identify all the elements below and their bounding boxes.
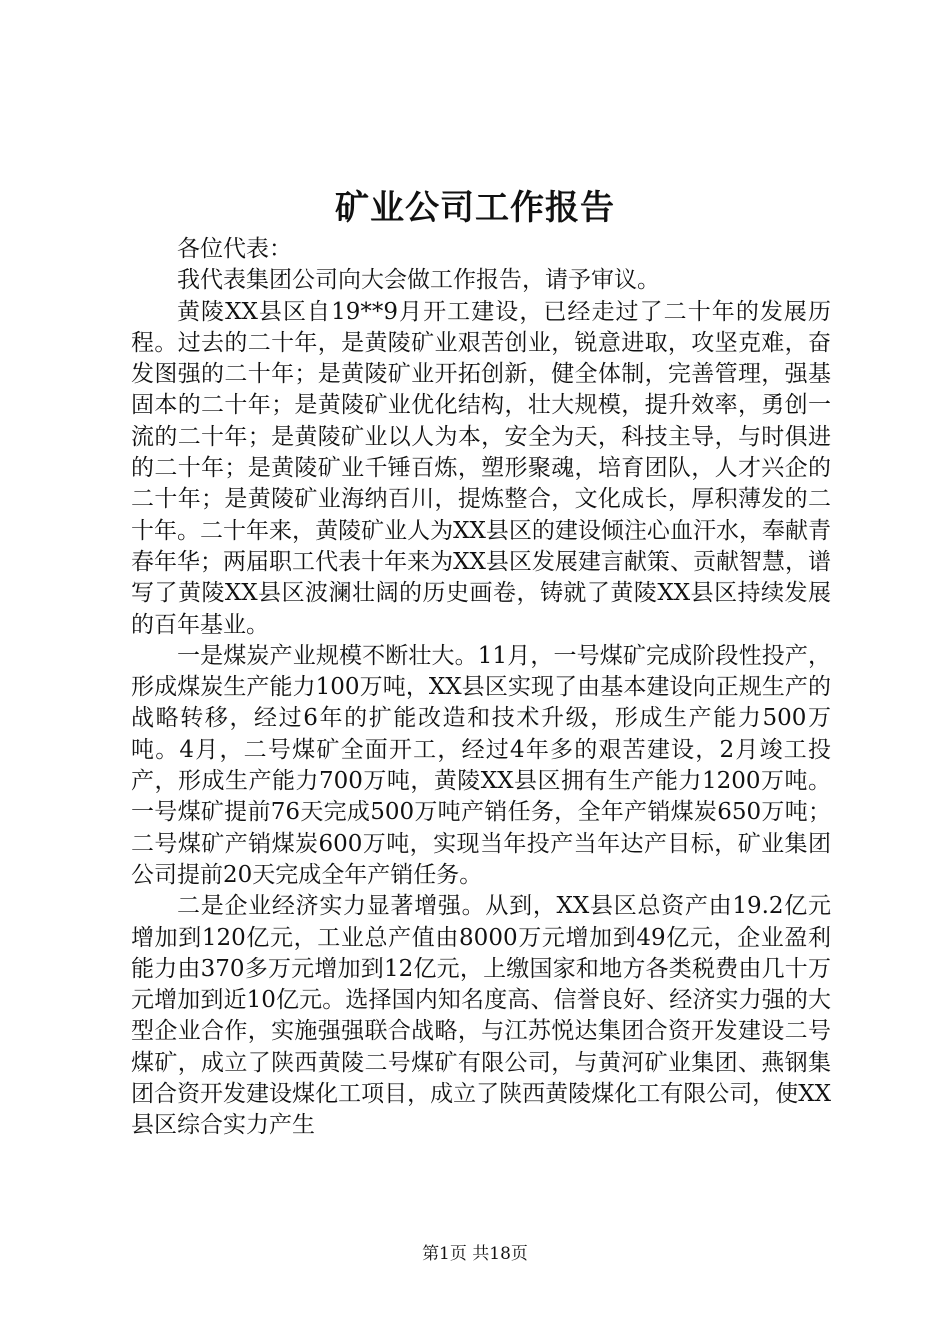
document-title: 矿业公司工作报告 [335,188,615,228]
paragraph-intro: 我代表集团公司向大会做工作报告，请予审议。 [177,267,660,294]
paragraph-economic-strength: 二是企业经济实力显著增强。从到，XX县区总资产由19.2亿元增加到120亿元，工业总产值由8000万元增加到49亿元，企业盈利能力由370多万元增加到12亿元，上缴国家和地方各类税费由几十万元增加到近10亿元。选择国内知名度高、信誉良好、经济实力强的大型企业合作，实施强强联合战略，与江苏悦达集团合资开发建设二号煤矿，成立了陕西黄陵二号煤矿有限公司，与黄河矿业集团、燕钢集团合资开发建设煤化工项目，成立了陕西黄陵煤化工有限公司，使XX县区综合实力产生 [131,893,831,1139]
paragraph-coal-industry: 一是煤炭产业规模不断壮大。11月，一号煤矿完成阶段性投产，形成煤炭生产能力100万吨，XX县区实现了由基本建设向正规生产的战略转移，经过6年的扩能改造和技术升级，形成生产能力500万吨。4月，二号煤矿全面开工，经过4年多的艰苦建设，2月竣工投产，形成生产能力700万吨，黄陵XX县区拥有生产能力1200万吨。一号煤矿提前76天完成500万吨产销任务，全年产销煤炭650万吨；二号煤矿产销煤炭600万吨，实现当年投产当年达产目标，矿业集团公司提前20天完成全年产销任务。 [131,642,831,888]
paragraph-history: 黄陵XX县区自19**9月开工建设，已经走过了二十年的发展历程。过去的二十年，是黄陵矿业艰苦创业，锐意进取，攻坚克难，奋发图强的二十年；是黄陵矿业开拓创新，健全体制，完善管理，强基固本的二十年；是黄陵矿业优化结构，壮大规模，提升效率，勇创一流的二十年；是黄陵矿业以人为本，安全为天，科技主导，与时俱进的二十年；是黄陵矿业千锤百炼，塑形聚魂，培育团队，人才兴企的二十年；是黄陵矿业海纳百川，提炼整合，文化成长，厚积薄发的二十年。二十年来，黄陵矿业人为XX县区的建设倾注心血汗水，奉献青春年华；两届职工代表十年来为XX县区发展建言献策、贡献智慧，谱写了黄陵XX县区波澜壮阔的历史画卷，铸就了黄陵XX县区持续发展的百年基业。 [131,298,831,638]
salutation: 各位代表： [177,236,292,262]
document-body [131,234,831,1142]
page-footer: 第1页 共18页 [422,1244,528,1264]
